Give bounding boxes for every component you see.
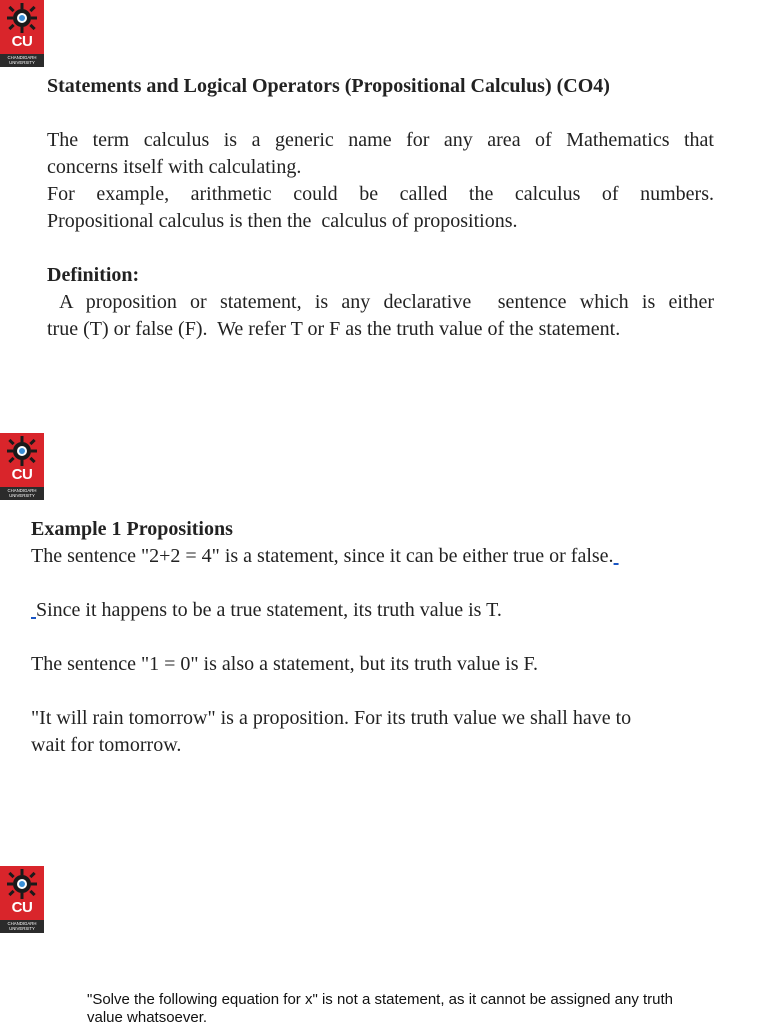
example-line: wait for tomorrow.: [31, 734, 182, 756]
definition-line: true (T) or false (F). We refer T or F as the truth value of the statement.: [47, 318, 621, 340]
statement-line: "Solve the following equation for x" is not a statement, as it cannot be assigned any truth: [87, 991, 673, 1008]
definition-line: A proposition or statement, is any declarative sentence which is either: [47, 291, 714, 313]
logo-university-name: CHANDIGARH UNIVERSITY: [0, 54, 44, 67]
statement-line: value whatsoever.: [87, 1009, 208, 1026]
section-title: Statements and Logical Operators (Propositional Calculus) (CO4): [47, 75, 610, 97]
logo-university-name: CHANDIGARH UNIVERSITY: [0, 920, 44, 933]
example-line: "It will rain tomorrow" is a proposition. For its truth value we shall have to: [31, 707, 632, 729]
university-emblem-icon: [4, 868, 40, 900]
paragraph-line: Propositional calculus is then the calculus of propositions.: [47, 210, 518, 232]
university-emblem-icon: [4, 435, 40, 467]
logo-letters: CU: [11, 33, 33, 50]
logo-letters: CU: [11, 899, 33, 916]
paragraph-line: concerns itself with calculating.: [47, 156, 302, 178]
example-line: The sentence "2+2 = 4" is a statement, since it can be either true or false.: [31, 543, 731, 570]
university-logo: [0, 433, 44, 500]
university-logo: [0, 866, 44, 933]
example-line: The sentence "1 = 0" is also a statement, but its truth value is F.: [31, 653, 539, 675]
example-line: Since it happens to be a true statement, its truth value is T.: [31, 597, 731, 624]
definition-heading: Definition:: [47, 264, 140, 286]
paragraph-line: For example, arithmetic could be called the calculus of numbers.: [47, 183, 714, 205]
paragraph-line: The term calculus is a generic name for any area of Mathematics that: [47, 129, 714, 151]
university-emblem-icon: [4, 2, 40, 34]
hyperlink-fragment[interactable]: [614, 545, 619, 567]
logo-letters: CU: [11, 466, 33, 483]
logo-university-name: CHANDIGARH UNIVERSITY: [0, 487, 44, 500]
university-logo: [0, 0, 44, 67]
example-title: Example 1 Propositions: [31, 518, 233, 540]
